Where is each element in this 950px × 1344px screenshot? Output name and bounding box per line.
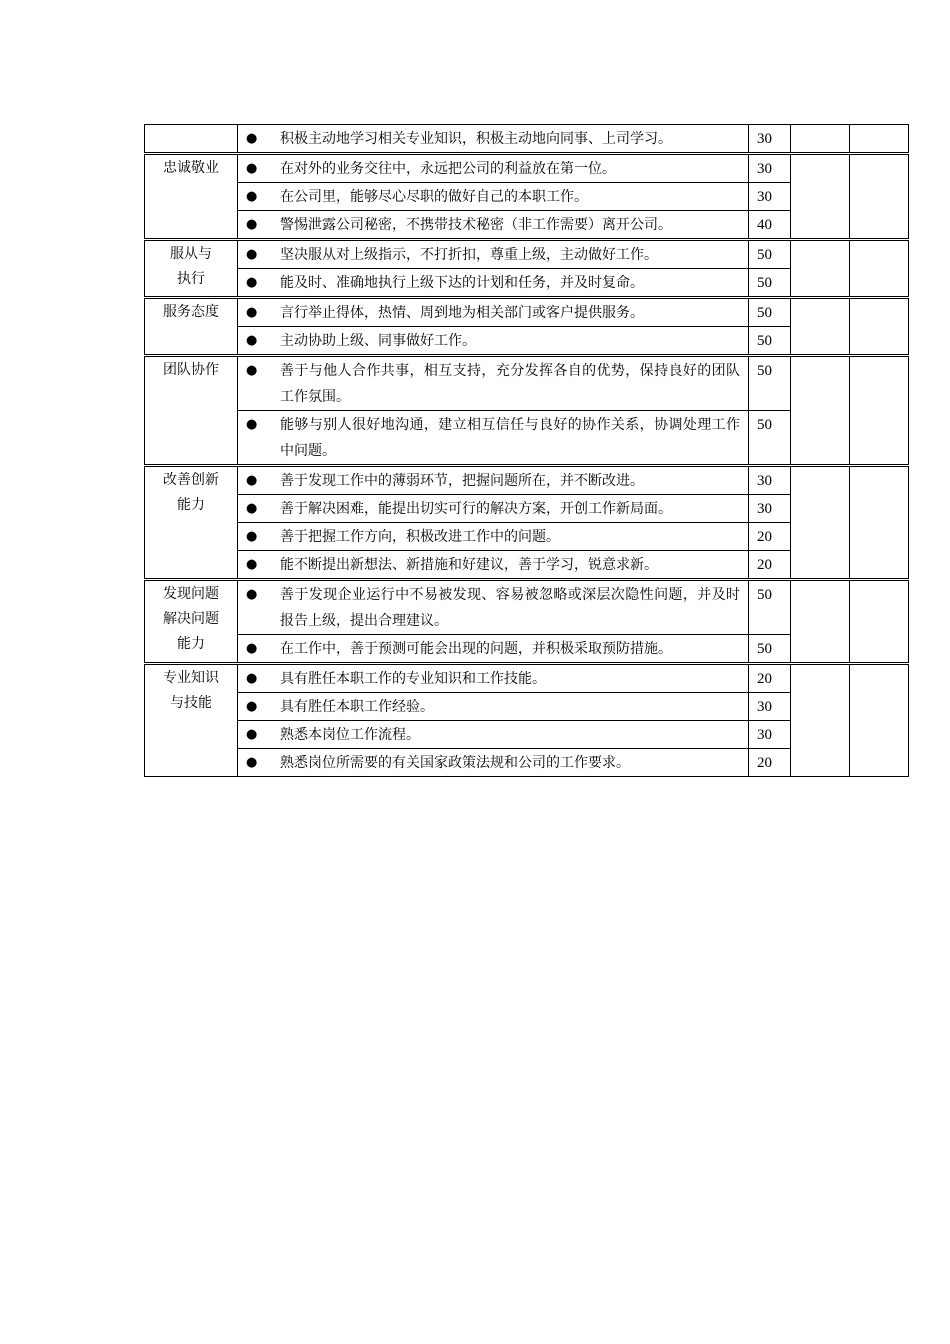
bullet-icon: ● bbox=[246, 189, 258, 204]
score-cell: 30 bbox=[749, 693, 791, 721]
category-label: 能力 bbox=[177, 636, 205, 652]
self-rating-cell[interactable] bbox=[791, 240, 850, 298]
table-row bbox=[145, 298, 909, 327]
criterion-text: 善于发现企业运行中不易被发现、容易被忽略或深层次隐性问题，并及时报告上级，提出合理建议。 bbox=[280, 587, 740, 629]
score-cell: 20 bbox=[749, 749, 791, 777]
self-rating-cell[interactable] bbox=[791, 466, 850, 580]
bullet-icon: ● bbox=[246, 671, 258, 686]
criterion-text: 在公司里，能够尽心尽职的做好自己的本职工作。 bbox=[280, 189, 588, 205]
category-cell bbox=[145, 240, 238, 298]
bullet-icon: ● bbox=[246, 641, 258, 656]
score-cell: 50 bbox=[749, 298, 791, 327]
criterion-cell bbox=[238, 495, 749, 523]
criterion-cell bbox=[238, 635, 749, 664]
bullet-icon: ● bbox=[246, 217, 258, 232]
bullet-icon: ● bbox=[246, 557, 258, 572]
category-label: 团队协作 bbox=[163, 362, 219, 378]
score-cell: 20 bbox=[749, 664, 791, 693]
score-cell: 40 bbox=[749, 211, 791, 240]
self-rating-cell[interactable] bbox=[791, 356, 850, 466]
criterion-text: 言行举止得体，热情、周到地为相关部门或客户提供服务。 bbox=[280, 305, 644, 321]
criterion-cell bbox=[238, 749, 749, 777]
criterion-text: 善于解决困难，能提出切实可行的解决方案，开创工作新局面。 bbox=[280, 501, 672, 517]
table-row bbox=[145, 240, 909, 269]
criterion-cell bbox=[238, 240, 749, 269]
category-label: 能力 bbox=[177, 497, 205, 513]
category-cell bbox=[145, 580, 238, 664]
score-cell: 20 bbox=[749, 551, 791, 580]
criterion-cell bbox=[238, 523, 749, 551]
criterion-text: 在工作中，善于预测可能会出现的问题，并积极采取预防措施。 bbox=[280, 641, 672, 657]
bullet-icon: ● bbox=[246, 727, 258, 742]
criterion-cell bbox=[238, 356, 749, 411]
score-cell: 50 bbox=[749, 269, 791, 298]
final-rating-cell[interactable] bbox=[850, 580, 909, 664]
self-rating-cell[interactable] bbox=[791, 298, 850, 356]
bullet-icon: ● bbox=[246, 247, 258, 262]
criterion-cell bbox=[238, 664, 749, 693]
self-rating-cell[interactable] bbox=[791, 125, 850, 154]
criterion-text: 能及时、准确地执行上级下达的计划和任务，并及时复命。 bbox=[280, 275, 644, 291]
score-cell: 50 bbox=[749, 580, 791, 635]
score-cell: 50 bbox=[749, 327, 791, 356]
bullet-icon: ● bbox=[246, 131, 258, 146]
category-cell bbox=[145, 154, 238, 240]
score-cell: 50 bbox=[749, 411, 791, 466]
criterion-text: 在对外的业务交往中，永远把公司的利益放在第一位。 bbox=[280, 161, 616, 177]
criterion-cell bbox=[238, 298, 749, 327]
table-row bbox=[145, 664, 909, 693]
category-cell bbox=[145, 125, 238, 154]
criterion-cell bbox=[238, 327, 749, 356]
table-row bbox=[145, 356, 909, 411]
criterion-cell bbox=[238, 580, 749, 635]
criterion-text: 具有胜任本职工作经验。 bbox=[280, 699, 434, 715]
score-cell: 30 bbox=[749, 495, 791, 523]
criterion-cell bbox=[238, 466, 749, 495]
criterion-cell bbox=[238, 411, 749, 466]
criterion-text: 具有胜任本职工作的专业知识和工作技能。 bbox=[280, 671, 546, 687]
bullet-icon: ● bbox=[246, 755, 258, 770]
criterion-cell bbox=[238, 269, 749, 298]
category-cell bbox=[145, 664, 238, 777]
criterion-text: 能够与别人很好地沟通，建立相互信任与良好的协作关系，协调处理工作中问题。 bbox=[280, 417, 740, 459]
criterion-text: 熟悉岗位所需要的有关国家政策法规和公司的工作要求。 bbox=[280, 755, 630, 771]
category-label: 服务态度 bbox=[163, 304, 219, 320]
bullet-icon: ● bbox=[246, 587, 258, 602]
self-rating-cell[interactable] bbox=[791, 154, 850, 240]
score-cell: 30 bbox=[749, 183, 791, 211]
score-cell: 50 bbox=[749, 356, 791, 411]
final-rating-cell[interactable] bbox=[850, 125, 909, 154]
bullet-icon: ● bbox=[246, 699, 258, 714]
score-cell: 50 bbox=[749, 635, 791, 664]
final-rating-cell[interactable] bbox=[850, 298, 909, 356]
category-label: 改善创新 bbox=[163, 472, 219, 488]
bullet-icon: ● bbox=[246, 275, 258, 290]
criterion-text: 警惕泄露公司秘密，不携带技术秘密（非工作需要）离开公司。 bbox=[280, 217, 672, 233]
category-label: 服从与 bbox=[170, 246, 212, 262]
evaluation-table bbox=[144, 124, 909, 777]
category-cell bbox=[145, 466, 238, 580]
self-rating-cell[interactable] bbox=[791, 580, 850, 664]
criterion-cell bbox=[238, 183, 749, 211]
criterion-text: 积极主动地学习相关专业知识，积极主动地向同事、上司学习。 bbox=[280, 131, 672, 147]
criterion-cell bbox=[238, 693, 749, 721]
score-cell: 30 bbox=[749, 125, 791, 154]
category-label: 解决问题 bbox=[163, 611, 219, 627]
category-label: 与技能 bbox=[170, 695, 212, 711]
criterion-text: 坚决服从对上级指示，不打折扣，尊重上级，主动做好工作。 bbox=[280, 247, 658, 263]
bullet-icon: ● bbox=[246, 161, 258, 176]
criterion-cell bbox=[238, 125, 749, 154]
final-rating-cell[interactable] bbox=[850, 154, 909, 240]
bullet-icon: ● bbox=[246, 501, 258, 516]
bullet-icon: ● bbox=[246, 473, 258, 488]
bullet-icon: ● bbox=[246, 417, 258, 432]
criterion-cell bbox=[238, 211, 749, 240]
score-cell: 30 bbox=[749, 154, 791, 183]
criterion-text: 主动协助上级、同事做好工作。 bbox=[280, 333, 476, 349]
category-cell bbox=[145, 298, 238, 356]
criterion-cell bbox=[238, 551, 749, 580]
bullet-icon: ● bbox=[246, 529, 258, 544]
score-cell: 30 bbox=[749, 721, 791, 749]
bullet-icon: ● bbox=[246, 333, 258, 348]
final-rating-cell[interactable] bbox=[850, 664, 909, 777]
score-cell: 30 bbox=[749, 466, 791, 495]
criterion-text: 能不断提出新想法、新措施和好建议，善于学习，锐意求新。 bbox=[280, 557, 658, 573]
table-row bbox=[145, 580, 909, 635]
category-label: 忠诚敬业 bbox=[163, 160, 219, 176]
bullet-icon: ● bbox=[246, 305, 258, 320]
category-label: 专业知识 bbox=[163, 670, 219, 686]
table-row bbox=[145, 125, 909, 154]
criterion-text: 熟悉本岗位工作流程。 bbox=[280, 727, 420, 743]
criterion-text: 善于把握工作方向，积极改进工作中的问题。 bbox=[280, 529, 560, 545]
criterion-text: 善于与他人合作共事，相互支持，充分发挥各自的优势，保持良好的团队工作氛围。 bbox=[280, 363, 740, 405]
bullet-icon: ● bbox=[246, 363, 258, 378]
category-label: 执行 bbox=[177, 271, 205, 287]
final-rating-cell[interactable] bbox=[850, 466, 909, 580]
score-cell: 20 bbox=[749, 523, 791, 551]
table-row bbox=[145, 154, 909, 183]
final-rating-cell[interactable] bbox=[850, 356, 909, 466]
evaluation-table-body bbox=[145, 125, 909, 777]
criterion-cell bbox=[238, 721, 749, 749]
criterion-text: 善于发现工作中的薄弱环节，把握问题所在，并不断改进。 bbox=[280, 473, 644, 489]
score-cell: 50 bbox=[749, 240, 791, 269]
final-rating-cell[interactable] bbox=[850, 240, 909, 298]
category-cell bbox=[145, 356, 238, 466]
criterion-cell bbox=[238, 154, 749, 183]
self-rating-cell[interactable] bbox=[791, 664, 850, 777]
category-label: 发现问题 bbox=[163, 586, 219, 602]
table-row bbox=[145, 466, 909, 495]
